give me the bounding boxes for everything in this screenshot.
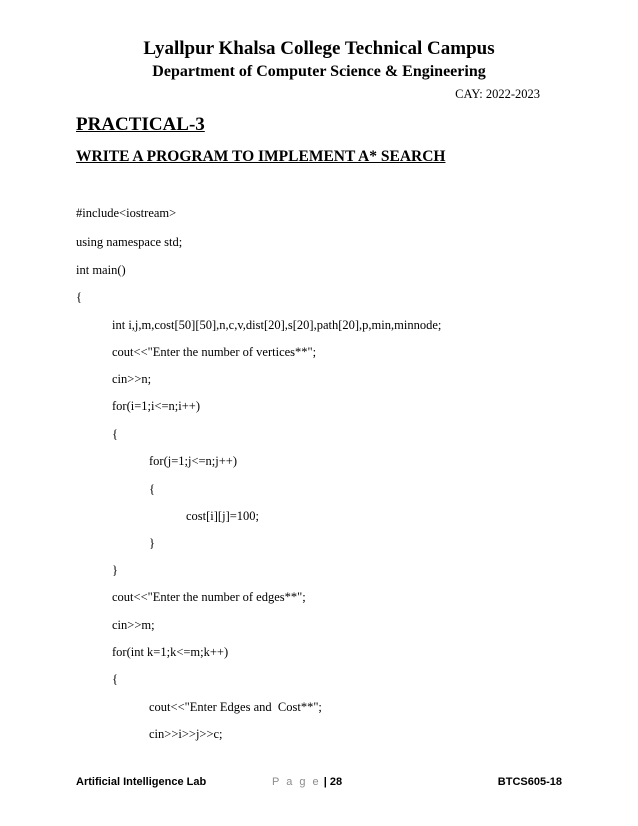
code-line: } — [112, 563, 118, 577]
footer-page-label: P a g e — [272, 776, 321, 788]
code-line: cout<<"Enter the number of vertices**"; — [112, 345, 317, 359]
code-line: } — [149, 536, 155, 550]
code-line: int main() — [76, 263, 126, 277]
code-line: { — [149, 482, 155, 496]
code-line: cin>>n; — [112, 372, 152, 386]
code-line: cin>>m; — [112, 618, 155, 632]
code-line: for(int k=1;k<=m;k++) — [112, 645, 229, 659]
aim-heading: WRITE A PROGRAM TO IMPLEMENT A* SEARCH — [76, 148, 446, 165]
code-line: #include<iostream> — [76, 206, 177, 220]
code-line: using namespace std; — [76, 235, 183, 249]
code-line: for(i=1;i<=n;i++) — [112, 399, 201, 413]
code-line: cout<<"Enter the number of edges**"; — [112, 590, 306, 604]
footer-page-info — [272, 776, 342, 788]
code-line: for(j=1;j<=n;j++) — [149, 454, 238, 468]
code-line: int i,j,m,cost[50][50],n,c,v,dist[20],s[20],path[20],p,min,minnode; — [112, 318, 442, 332]
department-name: Department of Computer Science & Engineering — [152, 63, 486, 80]
code-line: cost[i][j]=100; — [186, 509, 260, 523]
footer-course-code: BTCS605-18 — [497, 776, 562, 788]
practical-title: PRACTICAL-3 — [76, 114, 205, 135]
page-footer — [76, 776, 562, 792]
code-line: { — [112, 427, 118, 441]
footer-page-number: | 28 — [323, 776, 343, 788]
code-line: { — [112, 672, 118, 686]
code-line: cout<<"Enter Edges and Cost**"; — [149, 700, 322, 714]
footer-lab-name: Artificial Intelligence Lab — [76, 776, 207, 788]
code-line: { — [76, 290, 82, 304]
college-name: Lyallpur Khalsa College Technical Campus — [143, 38, 495, 59]
code-line: cin>>i>>j>>c; — [149, 727, 223, 741]
academic-year: CAY: 2022-2023 — [455, 87, 540, 101]
